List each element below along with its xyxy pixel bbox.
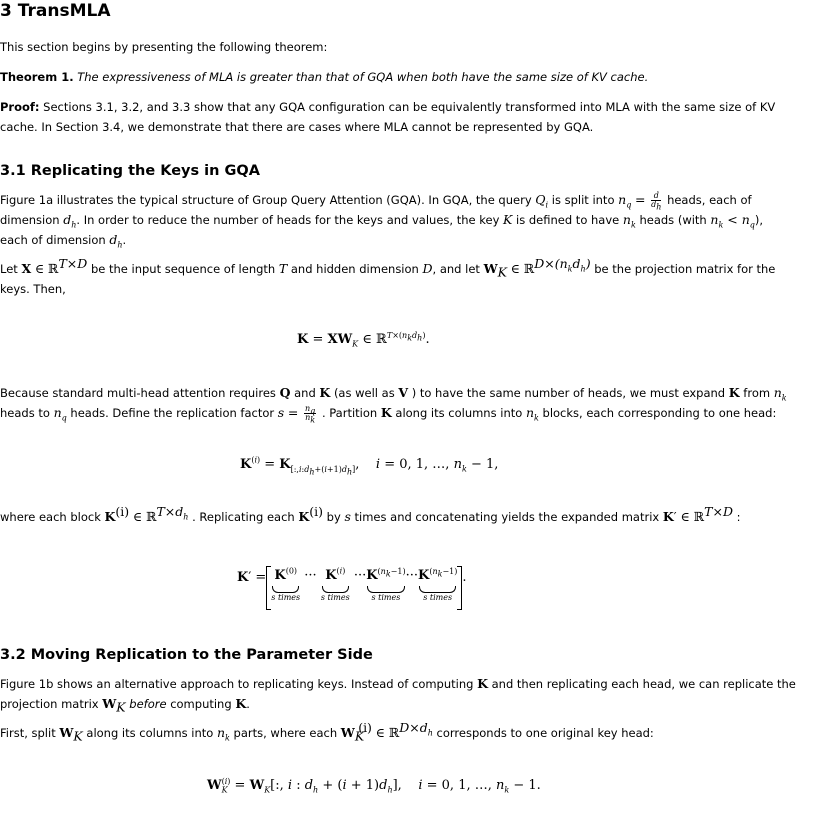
section-title: 3 TransMLA — [0, 1, 111, 21]
subsection-3-2-title: 3.2 Moving Replication to the Parameter Side — [0, 647, 373, 663]
proof-label: Proof: — [0, 100, 40, 114]
equation-k-expanded: $K' =K^{(0)}$ s times ··· $K^{(i)}$ s times $\cdot\cdot\cdot K^{(n_k-1)}$ s times $\cdot\cdot\cdot K^{(n_k-1)}$ s times . — [237, 566, 467, 610]
s31-p3-line2: heads to $n_q$ heads. Define the replication factor s = $\frac{n_q}{n_k}$ . Partition K along its columns into $n_k$ blocks, each corresponding to one head: — [0, 404, 777, 425]
s32-p1-line1: Figure 1b shows an alternative approach to replicating keys. Instead of computing K and then replicating each head, we can replicate the — [0, 676, 796, 691]
s31-p2-line1: Let X ∈ ℝ$^{T\times D}$ be the input sequence of length T and hidden dimension D, and let $W_K$ ∈ ℝ$^{D\times(n_kd_h)}$ be the projection matrix for the — [0, 256, 776, 280]
brace-block-0: $K^{(0)}$ s times — [271, 566, 301, 602]
brace-block-i: $K^{(i)}$ s times — [320, 566, 350, 602]
s32-p2-line1: First, split $W_K$ along its columns into $n_k$ parts, where each $W_K^{(i)}$ ∈ ℝ$^{D\times d_h}$ corresponds to one original key head: — [0, 720, 654, 744]
proof-line-2: cache. In Section 3.4, we demonstrate that there are cases where MLA cannot be represented by GQA. — [0, 120, 594, 134]
s32-p1-line2: projection matrix $W_K$ before computing K. — [0, 696, 250, 715]
s31-p2-line2: keys. Then, — [0, 282, 66, 296]
brace-block-nk-1-last: $K^{(n_k-1)}$ s times — [418, 566, 458, 602]
s31-p1-line1: Figure 1a illustrates the typical structure of Group Query Attention (GQA). In GQA, the query $Q_i$ is split into $n_q$ = $\frac{d}{d_h}$ heads, each of — [0, 191, 752, 212]
s31-p4-line1: where each block $K^{(i)}$ ∈ ℝ$^{T\times d_h}$ . Replicating each $K^{(i)}$ by s times and concatenating yields the expanded matrix K′ ∈ ℝ$^{T\times D}$ : — [0, 504, 741, 524]
brace-block-nk-1: $K^{(n_k-1)}$ s times — [366, 566, 406, 602]
s31-p3-line1: Because standard multi-head attention requires Q and K (as well as V ) to have the same number of heads, we must expand K from $n_k$ — [0, 385, 787, 403]
theorem-statement — [0, 67, 735, 87]
equation-k-partition: $K^{(i)} = K_{[:,i:d_h+(i+1)d_h]}$, i = 0, 1, …, $n_k - 1$, — [240, 455, 499, 477]
intro-paragraph: This section begins by presenting the following theorem: — [0, 40, 328, 54]
theorem-text: The expressiveness of MLA is greater than that of GQA when both have the same size of KV cache. — [77, 70, 649, 84]
proof-line-1: Proof: Sections 3.1, 3.2, and 3.3 show that any GQA configuration can be equivalently transformed into MLA with the same size of KV — [0, 100, 776, 114]
subsection-3-1-title: 3.1 Replicating the Keys in GQA — [0, 163, 260, 179]
s31-p1-line3: each of dimension $d_h$. — [0, 232, 127, 250]
equation-k-projection: $K = XW_K$ ∈ ℝ$^{T\times(n_kd_h)}$. — [297, 330, 430, 349]
equation-wk-partition: $W_K^{(i)} = W_K$[:, i : $d_h + (i + 1)d_h$], i = 0, 1, …, $n_k - 1$. — [207, 776, 541, 795]
s31-p1-line2: dimension $d_h$. In order to reduce the number of heads for the keys and values, the key K is defined to have $n_k$ heads (with $n_k < n_q$), — [0, 212, 764, 230]
theorem-label: Theorem 1. — [0, 70, 74, 84]
